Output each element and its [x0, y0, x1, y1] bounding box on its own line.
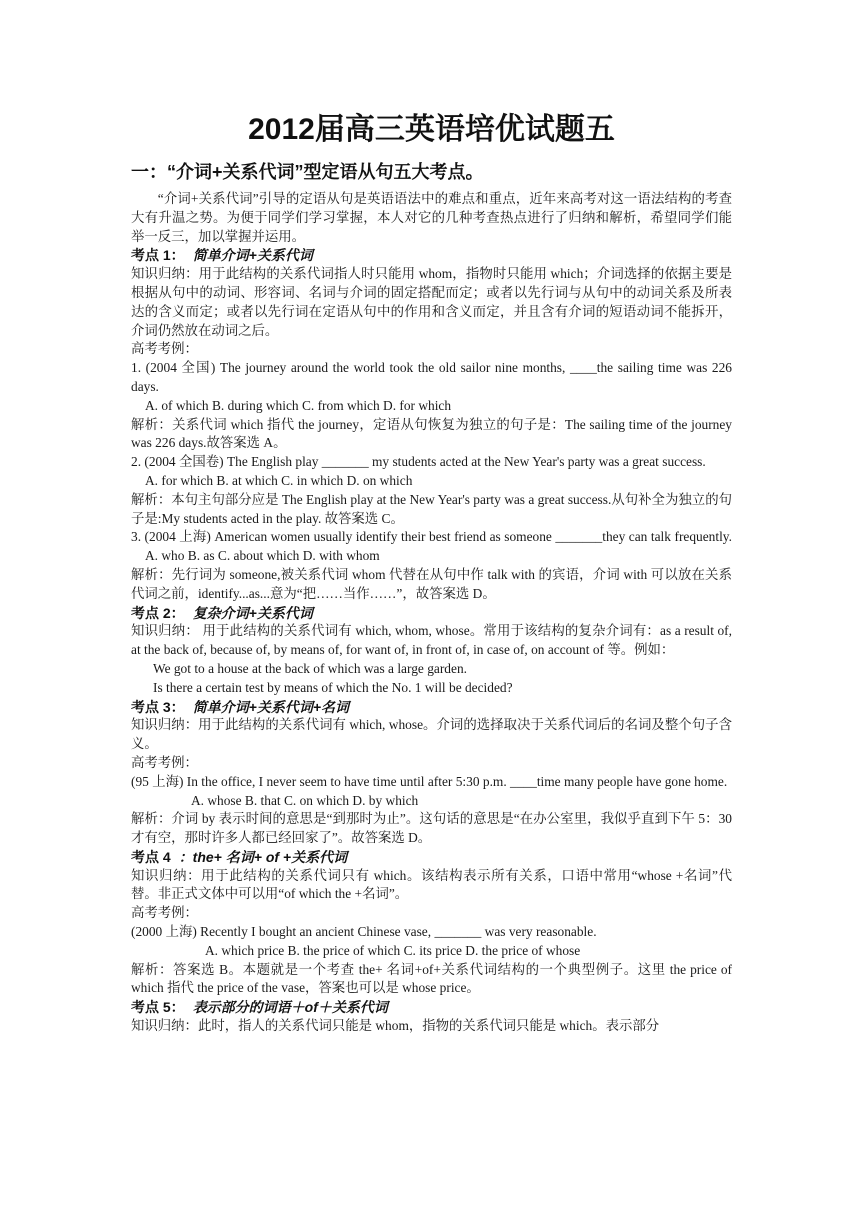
topic-2-label: 考点 2：: [131, 604, 185, 621]
topic-4-question: (2000 上海) Recently I bought an ancient Chinese vase, _______ was very reasonable.: [131, 924, 597, 940]
topic-2-heading: [131, 604, 732, 623]
question-1-options: A. of which B. during which C. from which D. for which: [145, 397, 452, 413]
topic-2-example-1: We got to a house at the back of which was a large garden.: [153, 660, 467, 676]
topic-4-options: A. which price B. the price of which C. its price D. the price of whose: [205, 942, 581, 958]
question-1: 1. (2004 全国) The journey around the world took the old sailor nine months, ____the sailing time was 226 days.: [131, 360, 732, 394]
question-1-answer: 解析：关系代词 which 指代 the journey，定语从句恢复为独立的句子是：The sailing time of the journey was 226 days.故答案选 A。: [131, 416, 732, 451]
topic-3-heading: [131, 698, 732, 717]
topic-5-summary: 知识归纳：此时，指人的关系代词只能是 whom，指物的关系代词只能是 which。表示部分: [131, 1018, 660, 1034]
topic-5-label: 考点 5：: [131, 999, 185, 1016]
topic-4-answer: 解析：答案选 B。本题就是一个考查 the+ 名词+of+关系代词结构的一个典型例子。这里 the price of which 指代 the price of the vase，答案也可以是 whose price。: [131, 961, 732, 996]
topic-1-label: 考点 1：: [131, 247, 185, 264]
topic-3-examples-label: 高考考例：: [131, 754, 198, 770]
topic-5-heading: [131, 998, 732, 1017]
topic-3-options: A. whose B. that C. on which D. by which: [191, 792, 419, 808]
topic-4-examples-label: 高考考例：: [131, 905, 198, 921]
document-title: 2012届高三英语培优试题五: [248, 113, 615, 146]
topic-2-summary: 知识归纳： 用于此结构的关系代词有 which, whom, whose。常用于该结构的复杂介词有：as a result of, at the back of, because of, by means of, for want of, in front of, in case of, on account of 等。例如：: [131, 623, 732, 658]
topic-1-title: 简单介词+关系代词: [192, 247, 313, 264]
topic-1-summary: 知识归纳：用于此结构的关系代词指人时只能用 whom，指物时只能用 which；介词选择的依据主要是根据从句中的动词、形容词、名词与介词的固定搭配而定；或者以先行词与从句中的动词关系及所表达的含义而定；或者以先行词在定语从句中的作用和含义而定，并且含有介词的短语动词不能拆开，介词仍然放在动词之后。: [131, 266, 732, 338]
question-3: 3. (2004 上海) American women usually identify their best friend as someone _______they can talk frequently. A. who B. as C. about which D. with whom: [131, 529, 732, 564]
question-3-answer: 解析：先行词为 someone,被关系代词 whom 代替在从句中作 talk with 的宾语，介词 with 可以放在关系代词之前，identify...as...意为“把……当作……”，故答案选 D。: [131, 566, 732, 601]
topic-1-heading: [131, 246, 732, 265]
document-page: [131, 108, 732, 1036]
topic-1-examples-label: 高考考例：: [131, 341, 198, 357]
topic-2-example-2: Is there a certain test by means of which the No. 1 will be decided?: [153, 679, 513, 695]
question-2-options: A. for which B. at which C. in which D. on which: [145, 472, 413, 488]
topic-3-title: 简单介词+关系代词+名词: [192, 698, 350, 715]
topic-4-title: ：the+ 名词+ of +关系代词: [178, 848, 348, 865]
topic-3-answer: 解析：介词 by 表示时间的意思是“到那时为止”。这句话的意思是“在办公室里，我似乎直到下午 5：30 才有空，那时许多人都已经回家了”。故答案选 D。: [131, 811, 732, 846]
topic-4-summary: 知识归纳：用于此结构的关系代词只有 which。该结构表示所有关系，口语中常用“whose +名词”代替。非正式文体中可以用“of which the +名词”。: [131, 867, 732, 902]
topic-2-title: 复杂介词+关系代词: [192, 604, 313, 621]
topic-3-label: 考点 3：: [131, 698, 185, 715]
topic-4-heading: [131, 848, 732, 867]
topic-4-label: 考点 4: [131, 848, 171, 865]
topic-5-title: 表示部分的词语＋of＋关系代词: [192, 999, 388, 1016]
section-heading: 一：“介词+关系代词”型定语从句五大考点。: [131, 162, 484, 182]
question-2: 2. (2004 全国卷) The English play _______ my students acted at the New Year's party was a great success.: [131, 454, 706, 470]
intro-paragraph: “介词+关系代词”引导的定语从句是英语语法中的难点和重点，近年来高考对这一语法结构的考查大有升温之势。为便于同学们学习掌握，本人对它的几种考查热点进行了归纳和解析，希望同学们能举一反三，加以掌握并运用。: [131, 191, 732, 244]
topic-3-summary: 知识归纳：用于此结构的关系代词有 which, whose。介词的选择取决于关系代词后的名词及整个句子含义。: [131, 717, 732, 752]
topic-3-question: (95 上海) In the office, I never seem to have time until after 5:30 p.m. ____time many people have gone home.: [131, 773, 728, 789]
question-2-answer: 解析：本句主句部分应是 The English play at the New Year's party was a great success.从句补全为独立的句子是:My students acted in the play. 故答案选 C。: [131, 491, 732, 526]
